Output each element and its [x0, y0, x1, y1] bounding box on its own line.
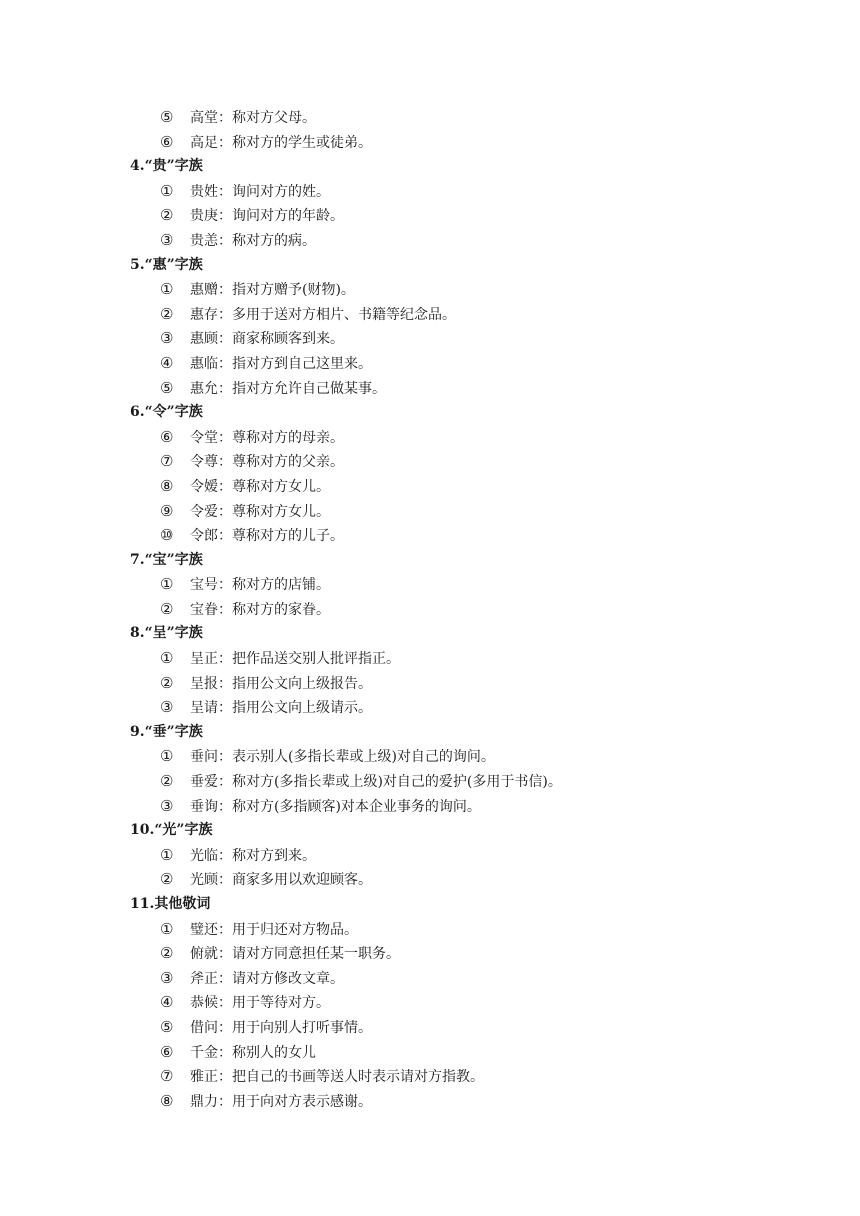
- item-number: ③: [160, 329, 174, 348]
- item-number: ④: [160, 993, 174, 1012]
- item-text: 令尊：尊称对方的父亲。: [190, 454, 344, 471]
- item-number: ①: [160, 649, 174, 668]
- item-number: ①: [160, 181, 174, 200]
- list-item: [0, 572, 860, 597]
- item-number: ⑥: [160, 427, 174, 446]
- list-item: [0, 843, 860, 868]
- item-text: 令爱：尊称对方女儿。: [190, 503, 330, 520]
- item-number: ⑤: [160, 378, 174, 397]
- item-text: 惠存：多用于送对方相片、书籍等纪念品。: [190, 306, 456, 323]
- item-text: 惠赠：指对方赠予(财物)。: [190, 282, 355, 299]
- item-number: ③: [160, 968, 174, 987]
- list-item: [0, 277, 860, 302]
- item-text: 呈正：把作品送交别人批评指正。: [190, 651, 400, 668]
- item-number: ①: [160, 575, 174, 594]
- item-number: ②: [160, 772, 174, 791]
- list-item: [0, 794, 860, 819]
- item-number: ⑥: [160, 132, 174, 151]
- item-number: ⑧: [160, 476, 174, 495]
- item-text: 雅正：把自己的书画等送人时表示请对方指教。: [190, 1069, 484, 1086]
- item-text: 高堂：称对方父母。: [190, 110, 316, 126]
- item-number: ①: [160, 747, 174, 766]
- item-text: 借问：用于向别人打听事情。: [190, 1019, 372, 1036]
- list-item: [0, 302, 860, 327]
- item-text: 鼎力：用于向对方表示感谢。: [190, 1093, 372, 1110]
- section-heading: 6.“令”字族: [130, 404, 203, 421]
- list-item: [0, 523, 860, 548]
- item-number: ①: [160, 280, 174, 299]
- item-text: 呈报：指用公文向上级报告。: [190, 675, 372, 692]
- list-item: [0, 1064, 860, 1089]
- item-text: 高足：称对方的学生或徒弟。: [190, 134, 372, 151]
- item-text: 垂问：表示别人(多指长辈或上级)对自己的询问。: [190, 749, 495, 766]
- item-text: 令嫒：尊称对方女儿。: [190, 478, 330, 495]
- item-number: ⑦: [160, 452, 174, 471]
- list-item: [0, 326, 860, 351]
- item-text: 惠临：指对方到自己这里来。: [190, 355, 372, 372]
- document-page: [0, 105, 860, 1113]
- item-text: 贵庚：询问对方的年龄。: [190, 208, 344, 225]
- section-heading: 10.“光”字族: [130, 822, 213, 839]
- item-text: 恭候：用于等待对方。: [190, 995, 330, 1012]
- list-item: [0, 597, 860, 622]
- list-item: [0, 351, 860, 376]
- item-number: ⑧: [160, 1091, 174, 1110]
- item-number: ⑦: [160, 1067, 174, 1086]
- list-item: [0, 499, 860, 524]
- item-text: 垂爱：称对方(多指长辈或上级)对自己的爱护(多用于书信)。: [190, 774, 562, 791]
- item-text: 千金：称别人的女儿: [190, 1044, 316, 1061]
- item-number: ③: [160, 698, 174, 717]
- item-number: ⑩: [160, 526, 174, 545]
- item-text: 垂询：称对方(多指顾客)对本企业事务的询问。: [190, 798, 481, 815]
- list-item: [0, 1015, 860, 1040]
- item-text: 俯就：请对方同意担任某一职务。: [190, 946, 400, 963]
- list-item: [0, 425, 860, 450]
- item-number: ⑥: [160, 1042, 174, 1061]
- list-item: [0, 203, 860, 228]
- item-number: ②: [160, 944, 174, 963]
- item-text: 贵姓：询问对方的姓。: [190, 183, 330, 200]
- list-item: [0, 941, 860, 966]
- section-heading: 4.“贵”字族: [130, 158, 203, 175]
- item-number: ③: [160, 796, 174, 815]
- item-number: ②: [160, 599, 174, 618]
- list-item: [0, 671, 860, 696]
- list-item: [0, 1089, 860, 1114]
- item-text: 惠允：指对方允许自己做某事。: [190, 380, 386, 397]
- item-number: ⑤: [160, 108, 174, 126]
- item-number: ②: [160, 870, 174, 889]
- list-item: [0, 179, 860, 204]
- list-item: [0, 744, 860, 769]
- item-number: ③: [160, 230, 174, 249]
- item-number: ①: [160, 845, 174, 864]
- item-text: 光临：称对方到来。: [190, 847, 316, 864]
- item-number: ②: [160, 673, 174, 692]
- item-text: 斧正：请对方修改文章。: [190, 970, 344, 987]
- list-item: [0, 228, 860, 253]
- list-item: [0, 376, 860, 401]
- item-text: 呈请：指用公文向上级请示。: [190, 700, 372, 717]
- item-number: ②: [160, 206, 174, 225]
- item-text: 令郎：尊称对方的儿子。: [190, 528, 344, 545]
- item-number: ④: [160, 353, 174, 372]
- list-item: [0, 130, 860, 155]
- item-number: ①: [160, 919, 174, 938]
- item-text: 璧还：用于归还对方物品。: [190, 921, 358, 938]
- item-text: 令堂：尊称对方的母亲。: [190, 429, 344, 446]
- list-item: [0, 474, 860, 499]
- section-heading: 11.其他敬词: [130, 896, 211, 912]
- item-text: 宝号：称对方的店铺。: [190, 577, 330, 594]
- list-item: [0, 966, 860, 991]
- list-item: [0, 449, 860, 474]
- list-item: [0, 695, 860, 720]
- section-heading: 5.“惠”字族: [130, 256, 203, 273]
- list-item: [0, 917, 860, 942]
- item-number: ⑤: [160, 1017, 174, 1036]
- list-item: [0, 1040, 860, 1065]
- item-number: ②: [160, 304, 174, 323]
- list-item: [0, 105, 860, 130]
- list-item: [0, 867, 860, 892]
- section-heading: 7.“宝”字族: [130, 551, 203, 568]
- item-text: 光顾：商家多用以欢迎顾客。: [190, 872, 372, 889]
- item-text: 惠顾：商家称顾客到来。: [190, 331, 344, 348]
- section-heading: 9.“垂”字族: [130, 723, 203, 740]
- section-heading: 8.“呈”字族: [130, 625, 203, 642]
- list-item: [0, 769, 860, 794]
- item-text: 贵恙：称对方的病。: [190, 232, 316, 249]
- list-item: [0, 990, 860, 1015]
- list-item: [0, 646, 860, 671]
- item-number: ⑨: [160, 501, 174, 520]
- item-text: 宝眷：称对方的家眷。: [190, 601, 330, 618]
